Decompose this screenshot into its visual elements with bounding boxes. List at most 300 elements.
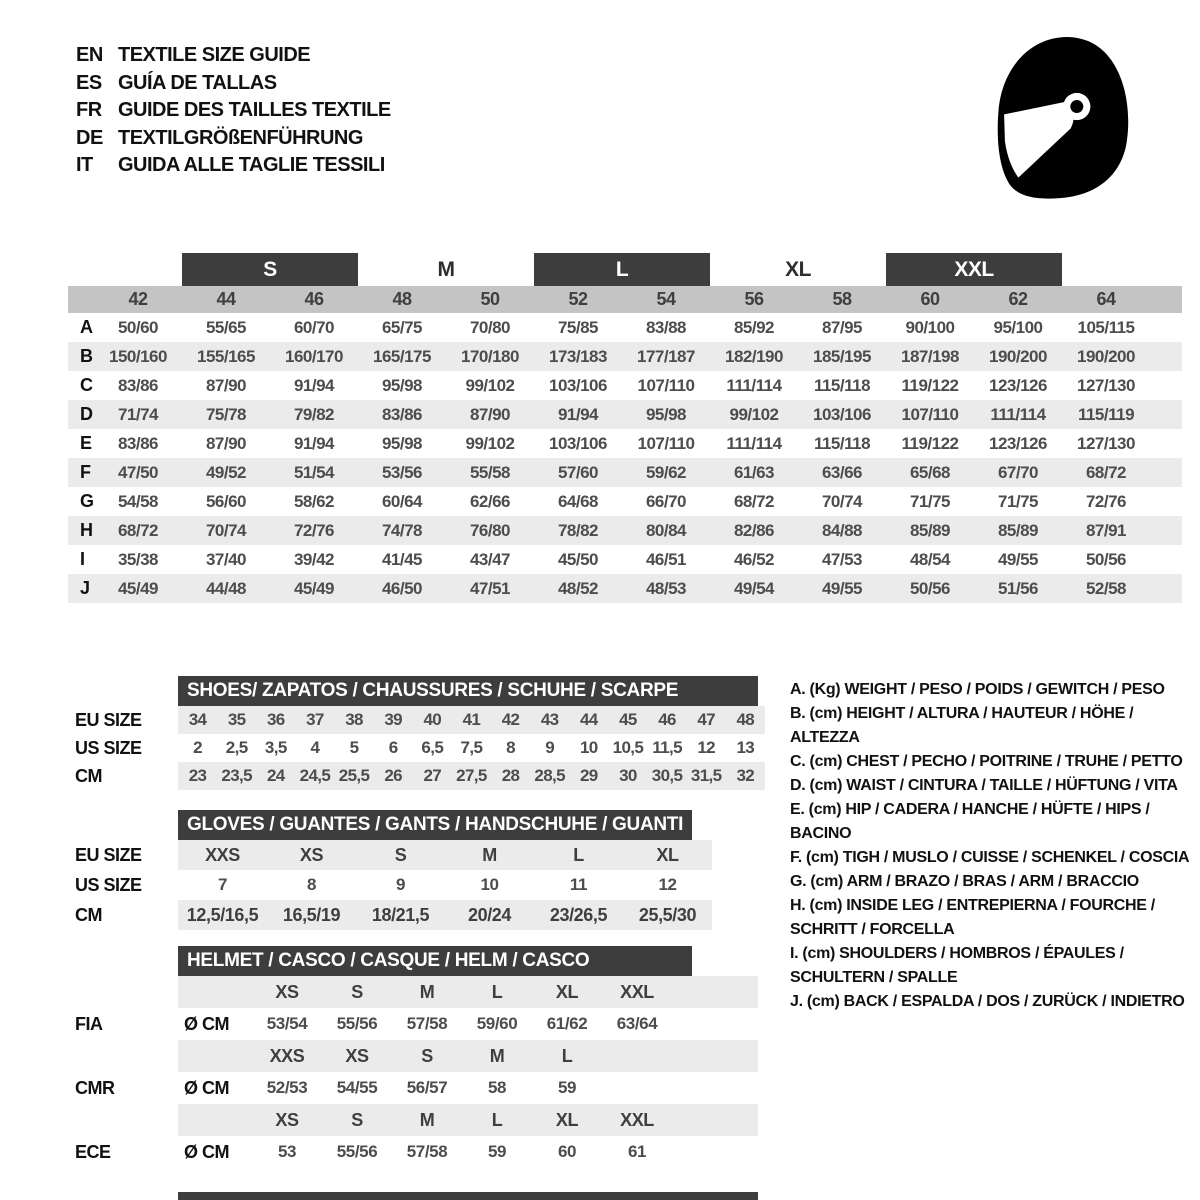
legend-item: E. (cm) HIP / CADERA / HANCHE / HÜFTE / HIPS / BACINO: [790, 801, 1150, 842]
helmet-size-label: XS: [275, 982, 299, 1002]
helmet-size-cell: 59: [557, 1078, 577, 1097]
row-letter: E: [80, 433, 93, 453]
size-value-cell: 111/114: [726, 434, 782, 453]
language-row-de: [76, 125, 391, 153]
size-value-cell: 45/49: [117, 579, 159, 598]
size-value-cell: 107/110: [901, 405, 959, 424]
helmet-section-header: HELMET / CASCO / CASQUE / HELM / CASCO: [178, 946, 692, 976]
size-value-cell: 165/175: [373, 347, 431, 366]
shoe-size-cell: 28: [501, 766, 520, 785]
language-label: GUIDA ALLE TAGLIE TESSILI: [118, 154, 385, 177]
size-value-cell: 50/56: [1085, 550, 1127, 569]
shoe-size-cell: 13: [736, 738, 755, 757]
size-value-cell: 150/160: [109, 347, 167, 366]
helmet-size-cell: 57/58: [406, 1142, 448, 1161]
size-value-cell: 127/130: [1077, 376, 1135, 395]
gloves-row-label: EU SIZE: [75, 845, 142, 865]
row-letter: D: [80, 404, 93, 424]
helmet-table: [75, 976, 758, 1168]
size-value-cell: 65/68: [909, 463, 951, 482]
glove-size-cell: L: [573, 845, 584, 865]
row-letter: B: [80, 346, 93, 366]
shoe-size-cell: 32: [736, 766, 755, 785]
size-value-cell: 87/91: [1085, 521, 1127, 540]
glove-size-cell: 23/26,5: [549, 905, 608, 925]
size-value-cell: 155/165: [197, 347, 255, 366]
shoe-size-cell: 24,5: [299, 766, 331, 785]
row-letter: J: [80, 578, 91, 598]
shoe-size-cell: 47: [697, 710, 716, 729]
glove-size-cell: 11: [569, 875, 588, 894]
size-value-cell: 51/56: [997, 579, 1039, 598]
shoe-size-cell: 31,5: [690, 766, 722, 785]
shoe-size-cell: 5: [349, 738, 359, 757]
size-group-l: L: [534, 253, 710, 286]
size-value-cell: 71/74: [117, 405, 159, 424]
helmet-size-cell: 58: [487, 1078, 507, 1097]
size-value-cell: 115/118: [813, 376, 871, 395]
size-value-cell: 99/102: [465, 434, 515, 453]
size-value-cell: 63/66: [821, 463, 863, 482]
shoe-size-cell: 48: [736, 710, 755, 729]
size-value-cell: 52/58: [1085, 579, 1127, 598]
racing-helmet-svg: [982, 30, 1140, 202]
size-value-cell: 61/63: [733, 463, 775, 482]
size-value-cell: 75/78: [205, 405, 247, 424]
glove-size-cell: 12,5/16,5: [186, 905, 259, 925]
helmet-size-label: XXL: [620, 1110, 654, 1130]
shoe-size-cell: 10: [579, 738, 598, 757]
gloves-row-eu-size: [75, 840, 712, 870]
shoe-size-cell: 2: [193, 738, 202, 757]
size-value-cell: 103/106: [549, 434, 607, 453]
size-value-cell: 35/38: [117, 550, 159, 569]
helmet-size-label: XL: [555, 1110, 579, 1130]
shoe-size-cell: 42: [501, 710, 520, 729]
shoes-section-header: SHOES/ ZAPATOS / CHAUSSURES / SCHUHE / SCARPE: [178, 676, 758, 706]
measurement-legend: [790, 678, 1192, 1014]
size-row-f: [68, 458, 1182, 487]
size-value-cell: 65/75: [381, 318, 423, 337]
size-value-cell: 91/94: [557, 405, 599, 424]
helmet-size-cell: 56/57: [406, 1078, 448, 1097]
legend-item: H. (cm) INSIDE LEG / ENTREPIERNA / FOURCHE / SCHRITT / FORCELLA: [790, 897, 1155, 938]
shoe-size-cell: 40: [423, 710, 442, 729]
size-value-cell: 190/200: [1077, 347, 1135, 366]
helmet-standard-label: ECE: [75, 1142, 111, 1162]
helmet-unit-label: Ø CM: [184, 1142, 229, 1162]
language-row-it: [76, 152, 391, 180]
gloves-section-header: GLOVES / GUANTES / GANTS / HANDSCHUHE / GUANTI: [178, 810, 692, 840]
shoe-size-cell: 43: [540, 710, 559, 729]
glove-size-cell: 10: [480, 875, 499, 894]
shoe-size-cell: 26: [384, 766, 403, 785]
size-value-cell: 39/42: [293, 550, 335, 569]
size-value-cell: 55/58: [469, 463, 511, 482]
helmet-size-cell: 55/56: [336, 1014, 378, 1033]
size-value-cell: 87/90: [469, 405, 511, 424]
helmet-size-cell: 59: [487, 1142, 507, 1161]
size-value-cell: 54/58: [117, 492, 159, 511]
helmet-size-cell: 60: [557, 1142, 577, 1161]
legend-item: C. (cm) CHEST / PECHO / POITRINE / TRUHE / PETTO: [790, 753, 1183, 770]
shoe-size-cell: 44: [579, 710, 598, 729]
helmet-size-cell: 54/55: [336, 1078, 378, 1097]
glove-size-cell: XL: [656, 845, 679, 865]
size-value-cell: 123/126: [989, 434, 1047, 453]
size-value-cell: 70/80: [469, 318, 511, 337]
size-value-cell: 64/68: [557, 492, 599, 511]
helmet-size-label: [602, 1040, 672, 1072]
shoe-size-cell: 41: [462, 710, 481, 729]
size-value-cell: 182/190: [725, 347, 783, 366]
numeric-size: 46: [304, 289, 324, 309]
size-value-cell: 190/200: [989, 347, 1047, 366]
size-value-cell: 44/48: [205, 579, 247, 598]
size-value-cell: 49/54: [733, 579, 775, 598]
size-row-a: [68, 313, 1182, 342]
helmet-size-label: S: [351, 1110, 363, 1130]
empty-cell: [178, 1040, 252, 1072]
size-value-cell: 72/76: [1085, 492, 1127, 511]
shoe-size-cell: 3,5: [264, 738, 287, 757]
helmet-size-label: L: [491, 1110, 503, 1130]
glove-size-cell: 25,5/30: [638, 905, 697, 925]
gloves-row-us-size: [75, 870, 712, 900]
language-row-fr: [76, 97, 391, 125]
shoe-size-cell: 9: [545, 738, 555, 757]
numeric-size: 44: [216, 289, 236, 309]
shoe-size-cell: 6,5: [421, 738, 444, 757]
size-value-cell: 170/180: [461, 347, 519, 366]
size-value-cell: 111/114: [726, 376, 782, 395]
size-value-cell: 83/86: [117, 434, 159, 453]
size-value-cell: 48/54: [909, 550, 951, 569]
shoes-row-label: CM: [75, 766, 102, 786]
row-letter: I: [80, 549, 86, 569]
legend-item: G. (cm) ARM / BRAZO / BRAS / ARM / BRACCIO: [790, 873, 1139, 890]
shoe-size-cell: 27: [423, 766, 442, 785]
helmet-size-label: L: [491, 982, 503, 1002]
glove-size-cell: M: [482, 845, 497, 865]
size-row-c: [68, 371, 1182, 400]
language-label: TEXTILGRÖßENFÜHRUNG: [118, 126, 363, 149]
numeric-size: 58: [832, 289, 852, 309]
size-value-cell: 85/89: [909, 521, 951, 540]
size-row-h: [68, 516, 1182, 545]
size-value-cell: 99/102: [465, 376, 515, 395]
shoe-size-cell: 34: [188, 710, 207, 729]
size-row-e: [68, 429, 1182, 458]
shoe-size-cell: 7,5: [460, 738, 483, 757]
partial-section-bar: [178, 1192, 758, 1200]
language-code: FR: [76, 99, 102, 122]
helmet-size-label: M: [419, 1110, 435, 1130]
helmet-standard-label: FIA: [75, 1014, 103, 1034]
shoe-size-cell: 36: [266, 710, 285, 729]
size-value-cell: 71/75: [997, 492, 1039, 511]
size-value-cell: 46/52: [733, 550, 775, 569]
size-value-cell: 119/122: [901, 434, 959, 453]
size-value-cell: 48/53: [645, 579, 687, 598]
shoes-row-label: EU SIZE: [75, 710, 142, 730]
numeric-size: 52: [568, 289, 588, 309]
helmet-size-cell: 53: [277, 1142, 297, 1161]
helmet-sizes-row-cmr: [178, 1040, 758, 1072]
size-value-cell: 62/66: [469, 492, 511, 511]
shoe-size-cell: 35: [227, 710, 246, 729]
size-value-cell: 57/60: [557, 463, 599, 482]
numeric-size: 62: [1008, 289, 1028, 309]
shoe-size-cell: 28,5: [534, 766, 566, 785]
row-letter: H: [80, 520, 93, 540]
helmet-size-label: XS: [345, 1046, 369, 1066]
size-value-cell: 107/110: [637, 434, 695, 453]
shoes-row-eu-size: [75, 706, 765, 734]
size-value-cell: 79/82: [293, 405, 335, 424]
shoe-size-cell: 2,5: [225, 738, 248, 757]
helmet-size-label: XXL: [620, 982, 654, 1002]
size-value-cell: 50/56: [909, 579, 951, 598]
size-value-cell: 51/54: [293, 463, 335, 482]
size-value-cell: 47/51: [469, 579, 511, 598]
size-value-cell: 67/70: [997, 463, 1039, 482]
size-value-cell: 53/56: [381, 463, 423, 482]
size-value-cell: 59/62: [645, 463, 687, 482]
size-value-cell: 71/75: [909, 492, 951, 511]
size-value-cell: 83/86: [381, 405, 423, 424]
size-value-cell: 160/170: [285, 347, 343, 366]
size-value-cell: 177/187: [637, 347, 695, 366]
size-group-s: S: [182, 253, 358, 286]
size-value-cell: 47/50: [117, 463, 159, 482]
shoe-size-cell: 10,5: [612, 738, 644, 757]
helmet-sizes-row-ece: [178, 1104, 758, 1136]
helmet-values-row-ece: [75, 1136, 758, 1168]
size-value-cell: 46/51: [645, 550, 687, 569]
shoes-row-us-size: [75, 734, 765, 762]
size-value-cell: 78/82: [557, 521, 599, 540]
size-value-cell: 46/50: [381, 579, 423, 598]
size-value-cell: 103/106: [813, 405, 871, 424]
numeric-size: 42: [128, 289, 148, 309]
helmet-size-label: S: [351, 982, 363, 1002]
row-letter: A: [80, 317, 93, 337]
shoes-table: [75, 706, 765, 790]
size-value-cell: 185/195: [813, 347, 871, 366]
shoe-size-cell: 12: [697, 738, 716, 757]
size-value-cell: 68/72: [1085, 463, 1127, 482]
glove-size-cell: 20/24: [467, 905, 512, 925]
row-letter: G: [80, 491, 95, 511]
size-value-cell: 127/130: [1077, 434, 1135, 453]
shoe-size-cell: 45: [619, 710, 637, 729]
helmet-size-cell: 52/53: [266, 1078, 308, 1097]
size-value-cell: 90/100: [905, 318, 955, 337]
helmet-size-cell: 63/64: [616, 1014, 658, 1033]
size-table-rows: [68, 313, 1182, 603]
empty-cell: [178, 976, 252, 1008]
language-code: ES: [76, 71, 102, 94]
size-value-cell: 95/98: [381, 376, 423, 395]
shoe-size-cell: 38: [345, 710, 363, 729]
size-value-cell: 45/50: [557, 550, 599, 569]
glove-size-cell: 9: [395, 875, 406, 894]
shoe-size-cell: 37: [306, 710, 324, 729]
language-label: TEXTILE SIZE GUIDE: [118, 44, 311, 67]
size-value-cell: 70/74: [821, 492, 863, 511]
size-value-cell: 58/62: [293, 492, 335, 511]
shoes-row-cm: [75, 762, 765, 790]
glove-size-cell: 7: [217, 875, 228, 894]
shoe-size-cell: 6: [388, 738, 398, 757]
legend-item: D. (cm) WAIST / CINTURA / TAILLE / HÜFTUNG / VITA: [790, 777, 1178, 794]
size-value-cell: 115/119: [1077, 405, 1135, 424]
numeric-size: 56: [744, 289, 764, 309]
helmet-size-label: XS: [275, 1110, 299, 1130]
legend-item: F. (cm) TIGH / MUSLO / CUISSE / SCHENKEL / COSCIA: [790, 849, 1190, 866]
helmet-size-label: XL: [555, 982, 579, 1002]
numeric-size: 54: [656, 289, 676, 309]
size-value-cell: 70/74: [205, 521, 247, 540]
gloves-row-label: US SIZE: [75, 875, 142, 895]
helmet-size-cell: 61: [627, 1142, 647, 1161]
size-value-cell: 107/110: [637, 376, 695, 395]
racing-helmet-icon: [982, 30, 1140, 202]
size-value-cell: 72/76: [293, 521, 335, 540]
helmet-size-label: S: [421, 1046, 433, 1066]
shoe-size-cell: 23: [188, 766, 207, 785]
size-value-cell: 49/55: [821, 579, 863, 598]
size-value-cell: 43/47: [469, 550, 511, 569]
size-value-cell: 47/53: [821, 550, 863, 569]
numeric-size: 64: [1096, 289, 1116, 309]
shoe-size-cell: 23,5: [221, 766, 253, 785]
glove-size-cell: S: [394, 845, 407, 865]
size-value-cell: 60/64: [381, 492, 423, 511]
legend-item: A. (Kg) WEIGHT / PESO / POIDS / GEWITCH / PESO: [790, 681, 1165, 698]
shoe-size-cell: 8: [506, 738, 515, 757]
glove-size-cell: 12: [658, 875, 677, 894]
size-value-cell: 37/40: [205, 550, 247, 569]
size-value-cell: 87/90: [205, 376, 247, 395]
size-value-cell: 83/88: [645, 318, 687, 337]
size-value-cell: 103/106: [549, 376, 607, 395]
shoe-size-cell: 4: [310, 738, 320, 757]
size-value-cell: 85/92: [733, 318, 775, 337]
size-value-cell: 83/86: [117, 376, 159, 395]
legend-item: J. (cm) BACK / ESPALDA / DOS / ZURÜCK / INDIETRO: [790, 993, 1185, 1010]
helmet-unit-label: Ø CM: [184, 1078, 229, 1098]
row-letter: F: [80, 462, 91, 482]
shoe-size-cell: 30,5: [651, 766, 683, 785]
size-value-cell: 55/65: [205, 318, 247, 337]
size-value-cell: 115/118: [813, 434, 871, 453]
gloves-row-cm: [75, 900, 712, 930]
size-group-xl: XL: [785, 257, 811, 281]
language-label: GUÍA DE TALLAS: [118, 71, 277, 94]
shoe-size-cell: 39: [384, 710, 403, 729]
size-group-row: [94, 253, 1150, 286]
size-value-cell: 45/49: [293, 579, 335, 598]
helmet-size-cell: 57/58: [406, 1014, 448, 1033]
glove-size-cell: 16,5/19: [282, 905, 341, 925]
size-value-cell: 41/45: [381, 550, 423, 569]
helmet-standard-label: CMR: [75, 1078, 115, 1098]
size-value-cell: 66/70: [645, 492, 687, 511]
shoe-size-cell: 29: [579, 766, 598, 785]
language-code: EN: [76, 44, 103, 67]
size-value-cell: 49/52: [205, 463, 247, 482]
helmet-size-label: XXS: [269, 1046, 305, 1066]
size-value-cell: 56/60: [205, 492, 247, 511]
size-value-cell: 187/198: [901, 347, 959, 366]
helmet-values-row-cmr: [75, 1072, 758, 1104]
row-letter: C: [80, 375, 93, 395]
helmet-size-cell: 59/60: [476, 1014, 518, 1033]
legend-item: I. (cm) SHOULDERS / HOMBROS / ÉPAULES / SCHULTERN / SPALLE: [790, 945, 1124, 986]
size-row-g: [68, 487, 1182, 516]
shoe-size-cell: 27,5: [456, 766, 487, 785]
glove-size-cell: 18/21,5: [371, 905, 430, 925]
size-value-cell: 50/60: [117, 318, 159, 337]
helmet-size-cell: 61/62: [546, 1014, 588, 1033]
helmet-size-cell: 53/54: [266, 1014, 308, 1033]
language-code: DE: [76, 126, 103, 149]
empty-cell: [178, 1104, 252, 1136]
size-group-xxl: XXL: [886, 253, 1062, 286]
glove-size-cell: XS: [299, 845, 324, 865]
size-value-cell: 80/84: [645, 521, 687, 540]
size-value-cell: 60/70: [293, 318, 335, 337]
size-value-cell: 95/100: [993, 318, 1043, 337]
numeric-size: 50: [480, 289, 500, 309]
size-value-cell: 74/78: [381, 521, 423, 540]
legend-item: B. (cm) HEIGHT / ALTURA / HAUTEUR / HÖHE / ALTEZZA: [790, 705, 1134, 746]
size-row-i: [68, 545, 1182, 574]
glove-size-cell: XXS: [205, 845, 240, 865]
helmet-size-label: M: [419, 982, 435, 1002]
language-code: IT: [76, 154, 93, 177]
size-value-cell: 49/55: [997, 550, 1039, 569]
gloves-row-label: CM: [75, 905, 102, 925]
size-value-cell: 68/72: [117, 521, 159, 540]
size-group-m: M: [437, 257, 455, 281]
language-list: [76, 42, 391, 180]
numeric-size-band: [68, 286, 1182, 313]
language-row-es: [76, 70, 391, 98]
numeric-size: 60: [920, 289, 940, 309]
shoes-row-label: US SIZE: [75, 738, 142, 758]
shoe-size-cell: 25,5: [338, 766, 370, 785]
glove-size-cell: 8: [306, 875, 317, 894]
size-value-cell: 87/90: [205, 434, 247, 453]
size-row-j: [68, 574, 1182, 603]
helmet-size-cell: 55/56: [336, 1142, 378, 1161]
language-row-en: [76, 42, 391, 70]
size-value-cell: 75/85: [557, 318, 599, 337]
helmet-unit-label: Ø CM: [184, 1014, 229, 1034]
size-value-cell: 95/98: [645, 405, 687, 424]
size-value-cell: 91/94: [293, 376, 335, 395]
shoe-size-cell: 46: [658, 710, 676, 729]
size-value-cell: 91/94: [293, 434, 335, 453]
size-value-cell: 95/98: [381, 434, 423, 453]
size-row-d: [68, 400, 1182, 429]
size-value-cell: 111/114: [990, 405, 1046, 424]
helmet-size-label: M: [489, 1046, 505, 1066]
shoe-size-cell: 30: [619, 766, 637, 785]
